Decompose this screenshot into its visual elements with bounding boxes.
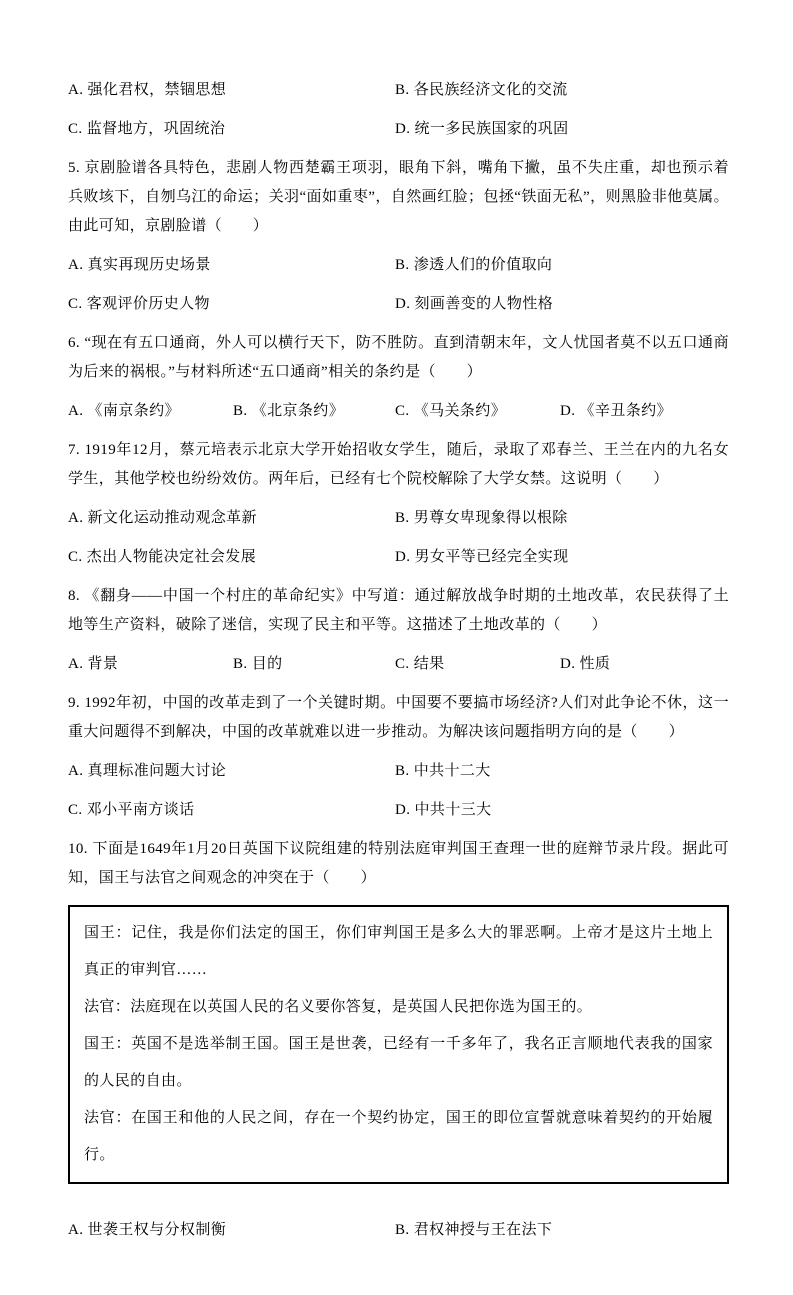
q7-option-a: A. 新文化运动推动观念革新: [68, 510, 257, 526]
q6-option-b: B. 《北京条约》: [233, 403, 345, 419]
question-stem: 9. 1992年初，中国的改革走到了一个关键时期。中国要不要搞市场经济?人们对此争论不休，这一重大问题得不到解决，中国的改革就难以进一步推动。为解决该问题指明方向的是（ ）: [68, 695, 729, 740]
q8-option-d: D. 性质: [560, 656, 611, 672]
question-5: [68, 154, 729, 319]
dialog-line-judge-2: 法官：在国王和他的人民之间，存在一个契约协定，国王的即位宣誓就意味着契约的开始履行。: [84, 1110, 713, 1163]
question-stem: 6. “现在有五口通商，外人可以横行天下，防不胜防。直到清朝末年，文人忧国者莫不以五口通商为后来的祸根。”与材料所述“五口通商”相关的条约是（ ）: [68, 335, 729, 380]
dialog-line-king-2: 国王：英国不是选举制王国。国王是世袭，已经有一千多年了，我名正言顺地代表我的国家的人民的自由。: [84, 1036, 713, 1089]
question-4-options: [68, 76, 729, 144]
q4-option-d: D. 统一多民族国家的巩固: [395, 121, 569, 137]
question-8: [68, 582, 729, 679]
options-row: [68, 757, 729, 786]
question-10: [68, 835, 729, 1245]
options-row: [68, 1216, 729, 1245]
dialog-line-king-1: 国王：记住，我是你们法定的国王，你们审判国王是多么大的罪恶啊。上帝才是这片土地上真正的审判官……: [84, 925, 713, 978]
q6-option-d: D. 《辛丑条约》: [560, 403, 672, 419]
question-9: [68, 689, 729, 825]
question-stem: 7. 1919年12月，蔡元培表示北京大学开始招收女学生，随后，录取了邓春兰、王兰在内的九名女学生，其他学校也纷纷效仿。两年后，已经有七个院校解除了大学女禁。这说明（ ）: [68, 442, 729, 487]
q9-option-a: A. 真理标准问题大讨论: [68, 763, 227, 779]
q9-option-b: B. 中共十二大: [395, 763, 491, 779]
question-7: [68, 436, 729, 572]
q4-option-a: A. 强化君权，禁锢思想: [68, 82, 227, 98]
question-6: [68, 329, 729, 426]
q9-option-c: C. 邓小平南方谈话: [68, 802, 195, 818]
q10-option-b: B. 君权神授与王在法下: [395, 1222, 553, 1238]
q5-option-b: B. 渗透人们的价值取向: [395, 257, 553, 273]
question-stem: 10. 下面是1649年1月20日英国下议院组建的特别法庭审判国王查理一世的庭辩节录片段。据此可知，国王与法官之间观念的冲突在于（ ）: [68, 841, 729, 886]
options-row: [68, 251, 729, 280]
q7-option-c: C. 杰出人物能决定社会发展: [68, 549, 257, 565]
options-row: [68, 397, 729, 426]
q4-option-b: B. 各民族经济文化的交流: [395, 82, 568, 98]
options-row: [68, 543, 729, 572]
options-row: [68, 290, 729, 319]
q5-option-c: C. 客观评价历史人物: [68, 296, 210, 312]
q6-option-c: C. 《马关条约》: [395, 403, 507, 419]
q8-option-b: B. 目的: [233, 656, 283, 672]
options-row: [68, 650, 729, 679]
q6-option-a: A. 《南京条约》: [68, 403, 180, 419]
q9-option-d: D. 中共十三大: [395, 802, 492, 818]
question-stem: 5. 京剧脸谱各具特色，悲剧人物西楚霸王项羽，眼角下斜，嘴角下撇，虽不失庄重，却也预示着兵败垓下，自刎乌江的命运；关羽“面如重枣”，自然画红脸；包拯“铁面无私”，则黑脸非他莫属。由此可知，京剧脸谱（ ）: [68, 160, 729, 234]
q4-option-c: C. 监督地方，巩固统治: [68, 121, 226, 137]
q8-option-c: C. 结果: [395, 656, 445, 672]
q7-option-d: D. 男女平等已经完全实现: [395, 549, 569, 565]
options-row: [68, 76, 729, 105]
dialog-line-judge-1: 法官：法庭现在以英国人民的名义要你答复，是英国人民把你选为国王的。: [84, 999, 593, 1015]
q10-option-a: A. 世袭王权与分权制衡: [68, 1222, 227, 1238]
options-row: [68, 796, 729, 825]
q5-option-a: A. 真实再现历史场景: [68, 257, 211, 273]
q5-option-d: D. 刻画善变的人物性格: [395, 296, 554, 312]
options-row: [68, 504, 729, 533]
court-dialog-box: [68, 905, 729, 1184]
options-row: [68, 115, 729, 144]
q7-option-b: B. 男尊女卑现象得以根除: [395, 510, 568, 526]
question-stem: 8. 《翻身——中国一个村庄的革命纪实》中写道：通过解放战争时期的土地改革，农民获得了土地等生产资料，破除了迷信，实现了民主和平等。这描述了土地改革的（ ）: [68, 588, 729, 633]
q8-option-a: A. 背景: [68, 656, 119, 672]
